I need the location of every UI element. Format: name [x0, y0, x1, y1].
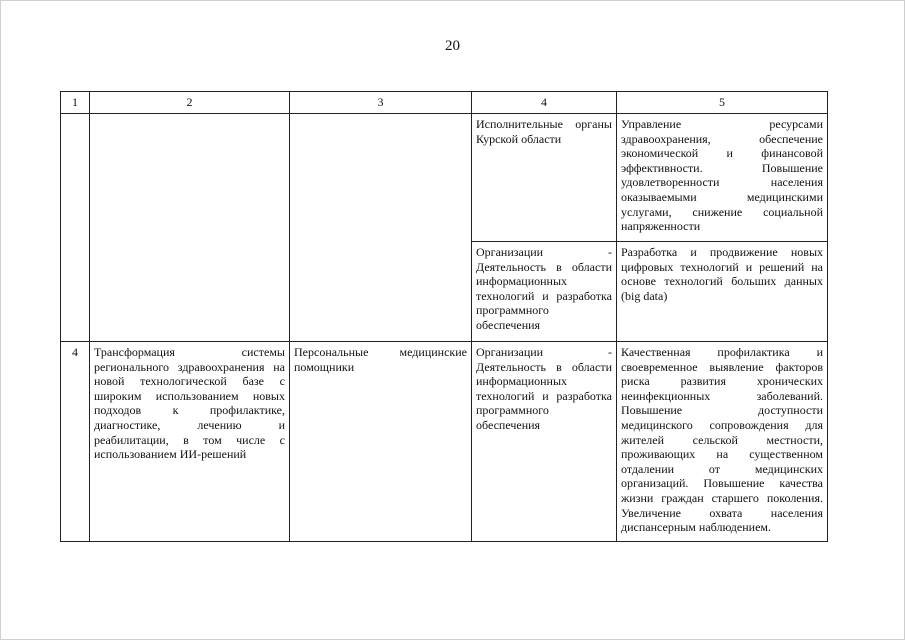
solution-cell [290, 114, 472, 342]
table-header-row [61, 92, 828, 114]
participants-cell: Исполнительные органы Курской области [472, 114, 617, 242]
header-col-3: 3 [290, 92, 472, 114]
header-col-5: 5 [617, 92, 828, 114]
table-row [61, 342, 828, 542]
header-col-2: 2 [90, 92, 290, 114]
participants-cell: Организации - Деятельность в области информационных технологий и разработка программного обеспечения [472, 242, 617, 342]
table-row [61, 114, 828, 242]
row-number-cell: 4 [61, 342, 90, 542]
page-number: 20 [445, 38, 460, 54]
direction-cell [90, 114, 290, 342]
effects-cell: Качественная профилактика и своевременное выявление факторов риска развития хронических неинфекционных заболеваний. Повышение доступности медицинского сопровождения для жителей сельской местности, проживающих на существенном отдалении от медицинских организаций. Повышение качества жизни граждан старшего поколения. Увеличение охвата населения диспансерным наблюдением. [617, 342, 828, 542]
solution-cell: Персональные медицинские помощники [290, 342, 472, 542]
row-number-cell [61, 114, 90, 342]
participants-cell: Организации - Деятельность в области информационных технологий и разработка программного обеспечения [472, 342, 617, 542]
header-col-4: 4 [472, 92, 617, 114]
effects-cell: Разработка и продвижение новых цифровых технологий и решений на основе технологий больших данных (big data) [617, 242, 828, 342]
direction-cell: Трансформация системы регионального здравоохранения на новой технологической базе с широким использованием новых подходов к профилактике, диагностике, лечению и реабилитации, в том числе с использованием ИИ-решений [90, 342, 290, 542]
header-col-1: 1 [61, 92, 90, 114]
document-table [60, 91, 828, 542]
effects-cell: Управление ресурсами здравоохранения, обеспечение экономической и финансовой эффективности. Повышение удовлетворенности населения оказываемыми медицинскими услугами, снижение социальной напряженности [617, 114, 828, 242]
